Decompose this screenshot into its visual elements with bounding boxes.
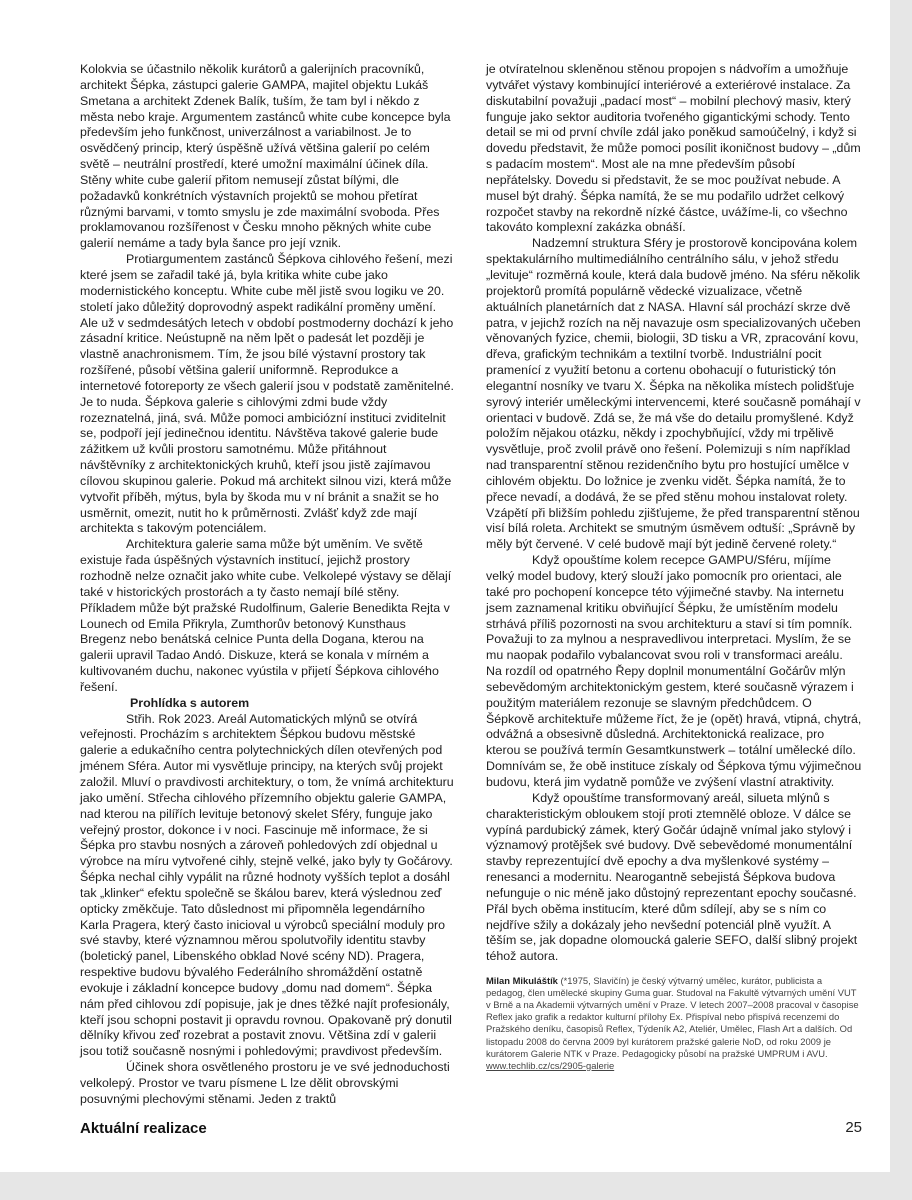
paragraph: Protiargumentem zastánců Šépkova cihlového řešení, mezi které jsem se zařadil také já, byla kritika white cube jako modernistického konceptu. White cube měl jistě svou logiku ve 20. století jako důležitý doprovodný aspekt radikální proměny umění. Ale už v sedmdesátých letech v období postmoderny dochází k jeho zásadní kritice. Neústupně na něm lpět o padesát let později je vlastně anachronismem. Tím, že jsou bílé výstavní prostory tak rozšířené, působí většina galerií uniformně. Reprodukce a internetové fotoreporty ze všech galerií jsou v podstatě zaměnitelné. Je to nuda. Šépkova galerie s cihlovými zdmi bude vždy rozeznatelná, jiná, svá. Může pomoci ambiciózní instituci zviditelnit se, podpoří její jedinečnou identitu. Návštěva takové galerie bude zážitkem už kvůli prostoru samotnému. Může přitáhnout návštěvníky z architektonických kruhů, kteří jsou jistě zajímavou cílovou skupinou galerie. Pokud má architekt silnou vizi, která může vytvořit příběh, mýtus, byla by škoda mu v ní bránit a snažit se ho usměrnit, omezit, nutit ho k průměrnosti. Zvlášť když zde mají architekta s takovým potenciálem. (80, 252, 454, 536)
paragraph: je otvíratelnou skleněnou stěnou propojen s nádvořím a umožňuje vytvářet výstavy kombinující interiérové a exteriérové instalace. Za diskutabilní považuji „padací most“ – mobilní plechový masiv, který funguje jako sektor auditoria tvořeného gigantickými schody. Tento detail se mi od první chvíle zdál jako poněkud samoúčelný, i když si dovedu představit, že může pomoci posílit ikoničnost budovy – „dům s padacím mostem“. Most ale na mne především působí nepřátelsky. Dovedu si představit, že se moc používat nebude. A musel být drahý. Šépka namítá, že se mu podařilo udržet celkový rozpočet stavby na rekordně nízké částce, uvážíme-li, co všechno takováto komplexní zakázka obnáší. (486, 62, 861, 235)
author-bio (486, 975, 862, 1072)
section-heading: Prohlídka s autorem (130, 695, 250, 710)
paragraph: Když opouštíme kolem recepce GAMPU/Sféru, míjíme velký model budovy, který slouží jako pomocník pro orientaci, ale také pro pochopení koncepce této výjimečné stavby. Na internetu jsem zaznamenal kritiku obviňující Šépku, že umístěním modelu strhává příliš pozornosti na svou architekturu a staví si tím pomník. Považuji to za mylnou a nespravedlivou interpretaci. Myslím, že se mu naopak podařilo vybalancovat svou roli v transformaci areálu. Na rozdíl od opatrného Řepy doplnil monumentální Gočárův mlýn sebevědomým architektonickým gestem, které současně výrazem i použitým materiálem rezonuje se slavným předchůdcem. O Šépkově architektuře můžeme říct, že je (opět) hravá, vtipná, chytrá, odvážná a obsesivně důsledná. Architektonická realizace, pro kterou se používá termín Gesamtkunstwerk – totální umělecké dílo. Domnívám se, že obě instituce získaly od Šépkova týmu výjimečnou budovu, která jim vydatně pomůže ve zvýšení vlastní atraktivity. (486, 553, 862, 789)
right-column (486, 62, 862, 1072)
paragraph: Střih. Rok 2023. Areál Automatických mlýnů se otvírá veřejnosti. Procházím s architektem Šépkou budovu městské galerie a edukačního centra polytechnických dílen otevřených pod jménem Sféra. Autor mi vysvětluje principy, na kterých svůj projekt založil. Mluví o pravdivosti architektury, o tom, že vnímá architekturu jako umění. Střecha cihlového přízemního objektu galerie GAMPA, nad kterou na pilířích levituje betonový skelet Sféry, funguje jako veřejný prostor, dokonce i v noci. Fascinuje mě informace, že si Šépka pro stavbu nosných a zároveň pohledových zdí objednal u výrobce na míru vytvořené cihly, stejně velké, jako byly ty Gočárovy. Šépka nechal cihly vypálit na různé hodnoty vyšších teplot a dosáhl tak „klinker“ efektu společně se škálou barev, která výslednou zeď opticky změkčuje. Tato důslednost mi připomněla legendárního Karla Pragera, který často inicioval u výrobců speciální moduly pro své stavby, které významnou měrou spolutvořily identitu stavby (boletický panel, Libenského obklad Nové scény ND). Pragera, respektive budovu bývalého Federálního shromáždění ostatně evokuje i základní koncepce budovy „domu nad domem“. Šépka nám před cihlovou zdí popisuje, jak je dnes těžké najít profesionály, kteří jsou schopni postavit ji opravdu rovnou. Opakovaně prý donutil dělníky křivou zeď rozebrat a postavit znovu. Většina zdí v galerii jsou totiž současně nosnými i pohledovými; pravdivost především. (80, 711, 454, 1059)
section-title: Aktuální realizace (80, 1120, 207, 1137)
paragraph: Architektura galerie sama může být uměním. Ve světě existuje řada úspěšných výstavních institucí, jejichž prostory rozhodně nelze označit jako white cube. Velkolepé výstavy se dělají také v historických prostorách a ty často nemají bílé stěny. Příkladem může být pražské Rudolfinum, Galerie Benedikta Rejta v Lounech od Emila Přikryla, Zumthorův betonový Kunsthaus Bregenz nebo benátská celnice Punta della Dogana, kterou na galerii upravil Tadao Andó. Diskuze, která se konala v mírném a kultivovaném duchu, nakonec vyústila v přijetí Šépkova cihlového řešení. (80, 537, 452, 694)
paragraph: Nadzemní struktura Sféry je prostorově koncipována kolem spektakulárního multimediálního centrálního sálu, v jehož středu „levituje“ rozměrná koule, která dala budově jméno. Na sféru několik projektorů promítá populárně vědecké vizualizace, včetně aktuálních planetárních dat z NASA. Hlavní sál prochází skrze dvě patra, v jejichž rozích na něj navazuje osm specializovaných učeben věnovaných fyzice, chemii, biologii, 3D tisku a VR, zpracování kovu, dřeva, grafickým technikám a textilní tvorbě. Industriální pocit pramenící z využití betonu a cortenu obohacují o futuristický tón elegantní nosníky ve tvaru X. Šépka na několika místech polidšťuje syrový interiér uměleckými intervencemi, které současně pomáhají v orientaci v budově. Zdá se, že má vše do detailu promyšlené. Když položím nějakou otázku, někdy i zpochybňující, vždy mi trpělivě vysvětluje, proč zvolil právě ono řešení. Polemizuji s ním například nad transparentní stěnou rezidenčního bytu pro hostující umělce v cihlovém objektu. Do ložnice je zvenku vidět. Šépka namítá, že to přece nevadí, a dodává, že se před stěnu mohou instalovat rolety. Vzápětí při bližším pohledu zjišťujeme, že před transparentní stěnou visí bílá roleta. Architekt se smutným úsměvem odtuší: „Správně by měly být červené. V celé budově mají být jedině červené rolety.“ (486, 236, 861, 552)
paragraph: Kolokvia se účastnilo několik kurátorů a galerijních pracovníků, architekt Šépka, zástupci galerie GAMPA, majitel objektu Lukáš Smetana a architekt Zdenek Balík, tuším, že tam byl i někdo z města nebo kraje. Argumentem zastánců white cube koncepce byla především jeho funkčnost, univerzálnost a variabilnost. Je to osvědčený princip, který úspěšně užívá většina galerií po celém světě – neutrální prostředí, které umožní maximální účinek díla. Stěny white cube galerií přitom nemusejí zůstat bílými, dle požadavků konkrétních výstavních projektů se mohou přetírat různými barvami, v tomto smyslu je zde maximální svoboda. Přes proklamovanou rozšířenost v Česku mnoho pěkných white cube galerií nemáme a tady byla šance pro její vznik. (80, 62, 451, 251)
gallery-link[interactable]: www.techlib.cz/cs/2905-galerie (486, 1059, 615, 1071)
page-number: 25 (845, 1119, 862, 1136)
paragraph: Když opouštíme transformovaný areál, silueta mlýnů s charakteristickým obloukem stojí proti ztemnělé obloze. V dálce se vypíná pardubický zámek, který Gočár údajně vnímal jako stylový i významový protějšek své budovy. Dvě sebevědomé monumentální stavby reprezentující dvě epochy a dva myšlenkové systémy – renesanci a modernitu. Nearogantně sebejistá Šépkova budova nefunguje o nic méně jako důstojný reprezentant epochy současné. Přál bych oběma institucím, které dům sdílejí, aby se s ním co nejdříve sžily a dokázaly jeho nevšední potenciál plně využít. A těším se, jak dopadne olomoucká galerie SEFO, další slibný projekt téhož autora. (486, 790, 858, 964)
author-bio-text: (*1975, Slavičín) je český výtvarný umělec, kurátor, publicista a pedagog, člen umělecké skupiny Guma guar. Studoval na Fakultě výtvarných umění VUT v Brně a na Akademii výtvarných umění v Praze. V letech 2007–2008 pracoval v časopise Reflex jako grafik a redaktor kulturní přílohy Ex. Přispíval nebo přispívá recenzemi do Pražského deníku, časopisů Reflex, Týdeník A2, Ateliér, Umělec, Flash Art a dalších. Od listopadu 2008 do června 2009 byl kurátorem pražské galerie NoD, od roku 2009 je kurátorem Galerie NTK v Praze. Pedagogicky působí na pražské UMPRUM i AVU. (486, 975, 859, 1059)
left-column (80, 62, 454, 1108)
paragraph: Účinek shora osvětleného prostoru je ve své jednoduchosti velkolepý. Prostor ve tvaru písmene L lze dělit obrovskými posuvnými plechovými stěnami. Jeden z traktů (80, 1060, 450, 1106)
author-name: Milan Mikuláštík (486, 975, 558, 987)
